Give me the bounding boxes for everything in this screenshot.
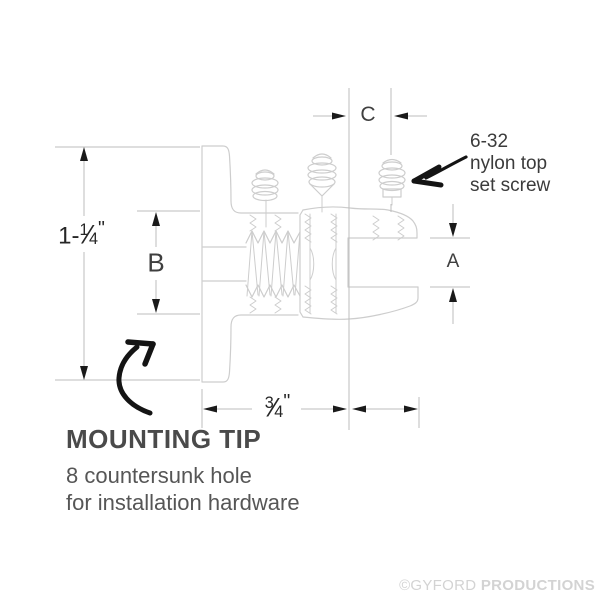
b-arrow-up bbox=[152, 212, 160, 226]
thread-helix bbox=[247, 231, 300, 296]
dimension-b-label: B bbox=[147, 247, 165, 278]
watermark-normal: ©GYFORD bbox=[399, 577, 481, 594]
dimension-c-label: C bbox=[360, 103, 376, 126]
height-fraction-slash: ⁄ bbox=[86, 219, 91, 250]
depth-denominator: 4 bbox=[274, 403, 284, 422]
watermark-bold: PRODUCTIONS bbox=[480, 577, 595, 594]
grip-head-bottom bbox=[303, 287, 418, 319]
height-denominator: 4 bbox=[88, 230, 98, 249]
set-screw-note-line3: set screw bbox=[470, 175, 551, 196]
grip-slot bbox=[348, 238, 418, 287]
set-screw-arrow bbox=[414, 157, 466, 185]
height-whole: 1- bbox=[58, 222, 80, 250]
set-screw-middle bbox=[308, 154, 336, 212]
chain-arrow-right bbox=[404, 406, 418, 413]
depth-numerator: 3 bbox=[264, 393, 274, 412]
copyright-watermark bbox=[399, 577, 595, 594]
b-arrow-down bbox=[152, 299, 160, 313]
c-arrow-left bbox=[394, 113, 408, 120]
mounting-tip-title: MOUNTING TIP bbox=[66, 424, 262, 454]
depth-fraction-slash: ⁄ bbox=[271, 392, 277, 423]
height-numerator: 1 bbox=[79, 220, 89, 239]
dimension-a-label: A bbox=[446, 251, 460, 272]
c-extension-lines bbox=[349, 88, 391, 430]
flange-outline bbox=[202, 146, 298, 382]
a-arrow-up bbox=[449, 288, 457, 302]
c-arrow-right bbox=[332, 113, 346, 120]
mounting-tip-line1: 8 countersunk hole bbox=[66, 463, 252, 488]
annotation-arrows bbox=[119, 157, 466, 413]
height-arrow-down bbox=[80, 366, 88, 380]
mounting-tip-arrow bbox=[119, 342, 153, 413]
set-screw-note-line1: 6-32 bbox=[470, 131, 509, 152]
mounting-tip-note bbox=[66, 424, 300, 516]
dimension-height-label bbox=[58, 218, 104, 251]
collar-left-edge bbox=[300, 210, 303, 317]
mounting-tip-line2: for installation hardware bbox=[66, 490, 300, 515]
set-screw-note bbox=[470, 131, 550, 197]
jaw-thread-zigzags bbox=[373, 216, 404, 240]
part-drawing bbox=[202, 146, 418, 382]
dimension-arrowheads bbox=[80, 113, 457, 413]
depth-arrow-left bbox=[203, 406, 217, 413]
depth-unit: " bbox=[283, 390, 290, 413]
depth-arrow-right bbox=[333, 406, 347, 413]
a-arrow-down bbox=[449, 223, 457, 237]
dimension-depth-label bbox=[265, 391, 289, 424]
height-extension-lines bbox=[55, 147, 200, 380]
chain-arrow-left bbox=[352, 406, 366, 413]
stud-shank bbox=[203, 247, 246, 281]
set-screw-note-line2: nylon top bbox=[470, 153, 548, 174]
set-screw-right bbox=[379, 160, 405, 206]
height-arrow-up bbox=[80, 147, 88, 161]
height-unit: " bbox=[97, 217, 104, 240]
